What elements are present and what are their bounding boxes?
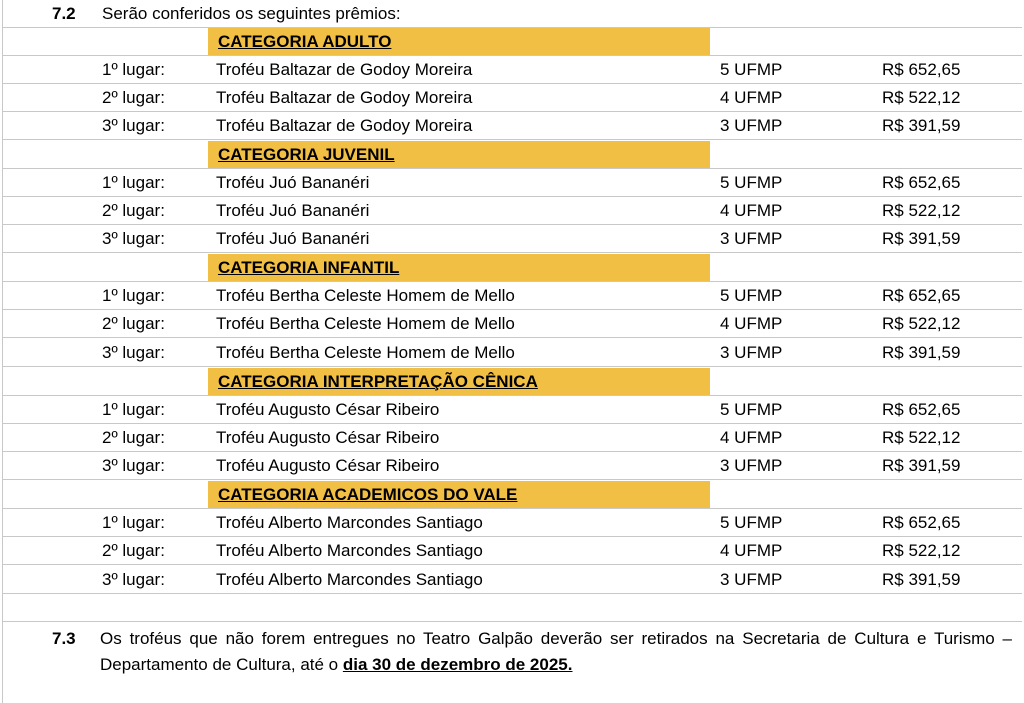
prize-trophy: Troféu Juó Bananéri: [216, 229, 370, 248]
section-intro: Serão conferidos os seguintes prêmios:: [102, 4, 401, 23]
prize-ufmp: 5 UFMP: [720, 286, 783, 305]
prize-trophy: Troféu Bertha Celeste Homem de Mello: [216, 314, 515, 333]
prize-ufmp: 3 UFMP: [720, 229, 783, 248]
category-title: CATEGORIA ADULTO: [218, 32, 392, 51]
prize-value: R$ 522,12: [882, 314, 961, 333]
section-7-3-body: Os troféus que não forem entregues no Teatro Galpão deverão ser retirados na Secretaria de Cultura e Turismo – Departamento de Cultura, até o: [100, 629, 1012, 674]
prize-ufmp: 4 UFMP: [720, 201, 783, 220]
prize-row: [2, 537, 1022, 565]
prize-ufmp: 3 UFMP: [720, 456, 783, 475]
prize-ufmp: 5 UFMP: [720, 173, 783, 192]
prize-trophy: Troféu Alberto Marcondes Santiago: [216, 513, 483, 532]
prize-row: [2, 169, 1022, 197]
prize-row: [2, 339, 1022, 367]
prize-trophy: Troféu Bertha Celeste Homem de Mello: [216, 286, 515, 305]
prize-trophy: Troféu Baltazar de Godoy Moreira: [216, 88, 473, 107]
prize-trophy: Troféu Baltazar de Godoy Moreira: [216, 116, 473, 135]
prize-place: 1º lugar:: [102, 173, 165, 192]
prize-value: R$ 522,12: [882, 428, 961, 447]
prize-place: 1º lugar:: [102, 60, 165, 79]
prize-value: R$ 391,59: [882, 116, 961, 135]
category-header-row: [2, 481, 1022, 509]
category-title: CATEGORIA ACADEMICOS DO VALE: [218, 485, 518, 504]
prize-row: [2, 452, 1022, 480]
category-header-row: [2, 368, 1022, 396]
prize-row: [2, 310, 1022, 338]
prize-row: [2, 225, 1022, 253]
prize-ufmp: 5 UFMP: [720, 400, 783, 419]
prize-trophy: Troféu Baltazar de Godoy Moreira: [216, 60, 473, 79]
prize-row: [2, 197, 1022, 225]
prize-trophy: Troféu Augusto César Ribeiro: [216, 428, 440, 447]
prize-place: 3º lugar:: [102, 116, 165, 135]
prize-ufmp: 4 UFMP: [720, 88, 783, 107]
prize-value: R$ 391,59: [882, 456, 961, 475]
prize-trophy: Troféu Juó Bananéri: [216, 173, 370, 192]
category-header-row: [2, 254, 1022, 282]
prize-value: R$ 652,65: [882, 286, 961, 305]
prize-value: R$ 391,59: [882, 229, 961, 248]
category-title: CATEGORIA JUVENIL: [218, 145, 395, 164]
prize-value: R$ 391,59: [882, 570, 961, 589]
prize-trophy: Troféu Alberto Marcondes Santiago: [216, 570, 483, 589]
prize-place: 3º lugar:: [102, 456, 165, 475]
prize-value: R$ 652,65: [882, 60, 961, 79]
prize-ufmp: 4 UFMP: [720, 541, 783, 560]
prize-place: 1º lugar:: [102, 513, 165, 532]
prize-value: R$ 522,12: [882, 541, 961, 560]
prize-value: R$ 391,59: [882, 343, 961, 362]
prize-ufmp: 3 UFMP: [720, 343, 783, 362]
prize-row: [2, 84, 1022, 112]
prize-ufmp: 5 UFMP: [720, 513, 783, 532]
prize-ufmp: 3 UFMP: [720, 570, 783, 589]
prize-row: [2, 56, 1022, 84]
prize-trophy: Troféu Juó Bananéri: [216, 201, 370, 220]
deadline-date: dia 30 de dezembro de 2025.: [342, 655, 573, 674]
prize-place: 3º lugar:: [102, 343, 165, 362]
category-header-row: [2, 141, 1022, 169]
prize-row: [2, 396, 1022, 424]
prize-place: 2º lugar:: [102, 201, 165, 220]
blank-row: [2, 594, 1022, 622]
section-7-3-text: [100, 626, 1012, 678]
prize-row: [2, 424, 1022, 452]
prize-value: R$ 652,65: [882, 400, 961, 419]
prize-trophy: Troféu Bertha Celeste Homem de Mello: [216, 343, 515, 362]
prize-ufmp: 4 UFMP: [720, 314, 783, 333]
prize-value: R$ 652,65: [882, 173, 961, 192]
prize-place: 3º lugar:: [102, 229, 165, 248]
prize-place: 2º lugar:: [102, 314, 165, 333]
section-number: 7.3: [52, 629, 76, 648]
prize-place: 1º lugar:: [102, 400, 165, 419]
section-7-2-row: [2, 0, 1022, 28]
prize-place: 2º lugar:: [102, 88, 165, 107]
prize-row: [2, 112, 1022, 140]
prize-place: 2º lugar:: [102, 541, 165, 560]
prize-place: 2º lugar:: [102, 428, 165, 447]
category-title: CATEGORIA INFANTIL: [218, 258, 400, 277]
prize-trophy: Troféu Augusto César Ribeiro: [216, 456, 440, 475]
prize-value: R$ 652,65: [882, 513, 961, 532]
prize-ufmp: 5 UFMP: [720, 60, 783, 79]
prize-row: [2, 566, 1022, 594]
prize-place: 3º lugar:: [102, 570, 165, 589]
prize-value: R$ 522,12: [882, 88, 961, 107]
prize-ufmp: 4 UFMP: [720, 428, 783, 447]
prize-row: [2, 282, 1022, 310]
prize-value: R$ 522,12: [882, 201, 961, 220]
prize-row: [2, 509, 1022, 537]
category-header-row: [2, 28, 1022, 56]
section-7-3: [2, 626, 1022, 686]
section-number: 7.2: [52, 4, 76, 23]
prize-ufmp: 3 UFMP: [720, 116, 783, 135]
prize-trophy: Troféu Alberto Marcondes Santiago: [216, 541, 483, 560]
prize-trophy: Troféu Augusto César Ribeiro: [216, 400, 440, 419]
category-title: CATEGORIA INTERPRETAÇÃO CÊNICA: [218, 372, 538, 391]
prize-place: 1º lugar:: [102, 286, 165, 305]
